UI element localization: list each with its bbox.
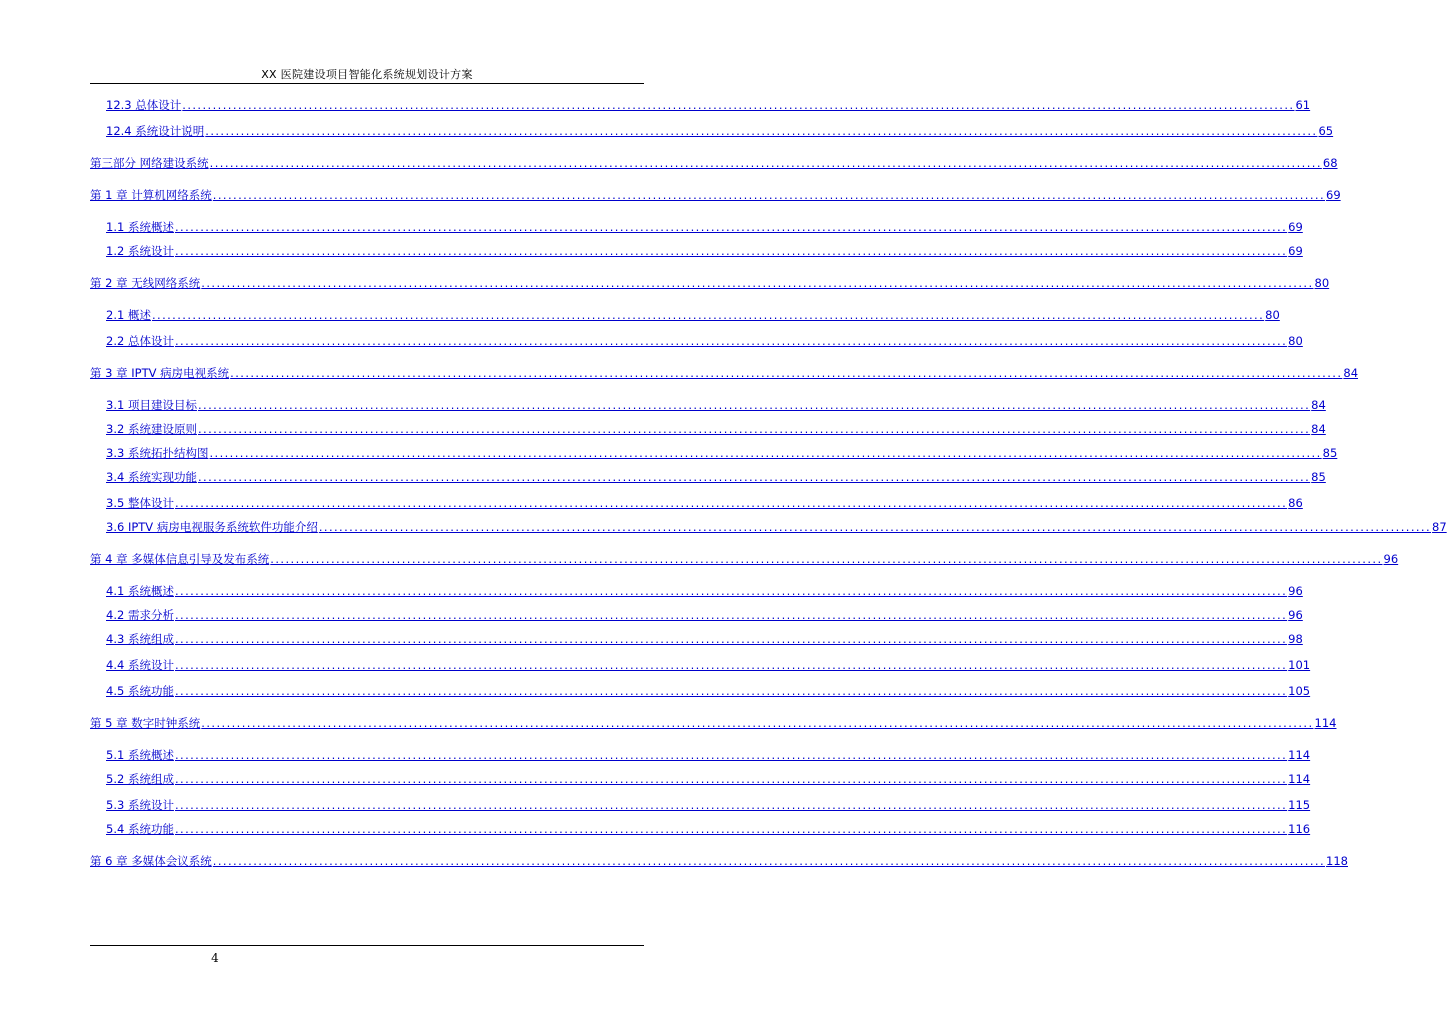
toc-entry-title: 5.3 系统设计 [106,798,174,812]
toc-entry-title: 4.4 系统设计 [106,658,174,672]
toc-leader-dots: ............................................................................................................................................................................................................................ [230,366,1343,380]
toc-entry[interactable] [106,398,1326,412]
page-number: 4 [211,951,219,965]
toc-entry[interactable] [106,632,1303,646]
toc-leader-dots: ............................................................................................................................................................................................................................ [174,244,1288,258]
toc-leader-dots: ............................................................................................................................................................................................................................ [209,156,1322,170]
toc-entry-title: 第 3 章 IPTV 病房电视系统 [90,366,230,380]
toc-entry-title: 第 2 章 无线网络系统 [90,276,201,290]
toc-entry-title: 2.2 总体设计 [106,334,174,348]
toc-entry-title: 3.5 整体设计 [106,496,174,510]
toc-entry-title: 4.2 需求分析 [106,608,174,622]
toc-entry-title: 3.1 项目建设目标 [106,398,197,412]
toc-entry[interactable] [90,156,1338,170]
toc-entry[interactable] [90,366,1359,380]
toc-entry-page: 68 [1322,156,1338,170]
toc-leader-dots: ............................................................................................................................................................................................................................ [174,496,1288,510]
toc-leader-dots: ............................................................................................................................................................................................................................ [212,188,1326,202]
toc-leader-dots: ............................................................................................................................................................................................................................ [209,446,1322,460]
toc-entry-title: 4.3 系统组成 [106,632,174,646]
toc-leader-dots: ............................................................................................................................................................................................................................ [201,716,1314,730]
toc-leader-dots: ............................................................................................................................................................................................................................ [174,584,1288,598]
toc-entry[interactable] [106,98,1311,112]
toc-entry-title: 4.1 系统概述 [106,584,174,598]
toc-leader-dots: ............................................................................................................................................................................................................................ [174,822,1288,836]
toc-entry-title: 第 4 章 多媒体信息引导及发布系统 [90,552,270,566]
toc-entry-page: 84 [1311,398,1326,412]
running-header: XX 医院建设项目智能化系统规划设计方案 [261,68,473,81]
toc-entry-page: 84 [1343,366,1359,380]
toc-entry[interactable] [106,446,1338,460]
toc-entry-title: 3.6 IPTV 病房电视服务系统软件功能介绍 [106,520,318,534]
toc-entry-page: 98 [1288,632,1303,646]
toc-entry-title: 第 5 章 数字时钟系统 [90,716,201,730]
toc-entry-title: 1.2 系统设计 [106,244,174,258]
toc-entry-title: 12.3 总体设计 [106,98,182,112]
toc-entry-page: 69 [1288,244,1303,258]
toc-leader-dots: ............................................................................................................................................................................................................................ [174,220,1288,234]
toc-leader-dots: ............................................................................................................................................................................................................................ [201,276,1314,290]
toc-entry-title: 12.4 系统设计说明 [106,124,205,138]
toc-entry[interactable] [106,658,1311,672]
toc-entry-title: 4.5 系统功能 [106,684,174,698]
toc-entry[interactable] [106,470,1326,484]
toc-entry-title: 第三部分 网络建设系统 [90,156,209,170]
toc-entry-page: 105 [1288,684,1311,698]
toc-entry-page: 61 [1295,98,1311,112]
toc-entry[interactable] [90,552,1399,566]
toc-entry-page: 114 [1288,772,1311,786]
toc-entry-page: 118 [1326,854,1348,868]
toc-leader-dots: ............................................................................................................................................................................................................................ [197,470,1311,484]
toc-leader-dots: ............................................................................................................................................................................................................................ [212,854,1326,868]
toc-entry[interactable] [106,798,1311,812]
toc-entry-page: 116 [1288,822,1311,836]
toc-entry-page: 114 [1314,716,1337,730]
header-divider [90,83,644,84]
toc-entry[interactable] [106,334,1303,348]
toc-leader-dots: ............................................................................................................................................................................................................................ [174,748,1288,762]
toc-entry-title: 第 6 章 多媒体会议系统 [90,854,212,868]
toc-leader-dots: ............................................................................................................................................................................................................................ [197,422,1311,436]
toc-entry-page: 80 [1314,276,1330,290]
toc-entry-title: 3.2 系统建设原则 [106,422,197,436]
toc-entry-page: 101 [1288,658,1311,672]
toc-entry-page: 80 [1288,334,1303,348]
toc-entry-title: 5.1 系统概述 [106,748,174,762]
toc-entry[interactable] [106,772,1311,786]
toc-entry-title: 5.4 系统功能 [106,822,174,836]
toc-entry-page: 85 [1322,446,1338,460]
toc-entry-page: 84 [1311,422,1326,436]
toc-leader-dots: ............................................................................................................................................................................................................................ [197,398,1311,412]
toc-leader-dots: ............................................................................................................................................................................................................................ [182,98,1295,112]
toc-leader-dots: ............................................................................................................................................................................................................................ [174,658,1288,672]
toc-entry-title: 第 1 章 计算机网络系统 [90,188,212,202]
toc-entry-page: 65 [1318,124,1334,138]
toc-entry-page: 69 [1288,220,1303,234]
toc-entry[interactable] [90,854,1348,868]
toc-leader-dots: ............................................................................................................................................................................................................................ [151,308,1265,322]
toc-entry-page: 115 [1288,798,1311,812]
toc-leader-dots: ............................................................................................................................................................................................................................ [318,520,1432,534]
toc-entry[interactable] [106,422,1326,436]
toc-leader-dots: ............................................................................................................................................................................................................................ [174,772,1288,786]
toc-leader-dots: ............................................................................................................................................................................................................................ [205,124,1318,138]
toc-entry[interactable] [90,188,1341,202]
toc-entry[interactable] [90,716,1337,730]
toc-entry-title: 3.3 系统拓扑结构图 [106,446,209,460]
toc-entry-page: 96 [1288,584,1303,598]
toc-entry-page: 80 [1265,308,1280,322]
toc-entry[interactable] [106,308,1280,322]
toc-entry[interactable] [106,496,1303,510]
toc-leader-dots: ............................................................................................................................................................................................................................ [174,684,1288,698]
toc-entry[interactable] [106,520,1447,534]
toc-entry-title: 2.1 概述 [106,308,151,322]
toc-entry-page: 85 [1311,470,1326,484]
toc-entry-page: 114 [1288,748,1311,762]
toc-leader-dots: ............................................................................................................................................................................................................................ [174,632,1288,646]
toc-entry-title: 1.1 系统概述 [106,220,174,234]
toc-leader-dots: ............................................................................................................................................................................................................................ [270,552,1383,566]
toc-entry-title: 3.4 系统实现功能 [106,470,197,484]
toc-entry[interactable] [106,608,1303,622]
toc-entry[interactable] [106,684,1311,698]
toc-entry[interactable] [90,276,1330,290]
toc-entry-page: 87 [1432,520,1447,534]
footer-divider [90,945,644,946]
toc-entry[interactable] [106,244,1303,258]
toc-entry-title: 5.2 系统组成 [106,772,174,786]
toc-leader-dots: ............................................................................................................................................................................................................................ [174,334,1288,348]
toc-entry[interactable] [106,822,1311,836]
toc-leader-dots: ............................................................................................................................................................................................................................ [174,608,1288,622]
toc-entry-page: 69 [1326,188,1341,202]
toc-leader-dots: ............................................................................................................................................................................................................................ [174,798,1288,812]
toc-entry[interactable] [106,584,1303,598]
toc-entry[interactable] [106,124,1334,138]
toc-entry-page: 96 [1288,608,1303,622]
toc-entry-page: 86 [1288,496,1303,510]
toc-entry[interactable] [106,748,1311,762]
toc-entry-page: 96 [1383,552,1399,566]
toc-entry[interactable] [106,220,1303,234]
